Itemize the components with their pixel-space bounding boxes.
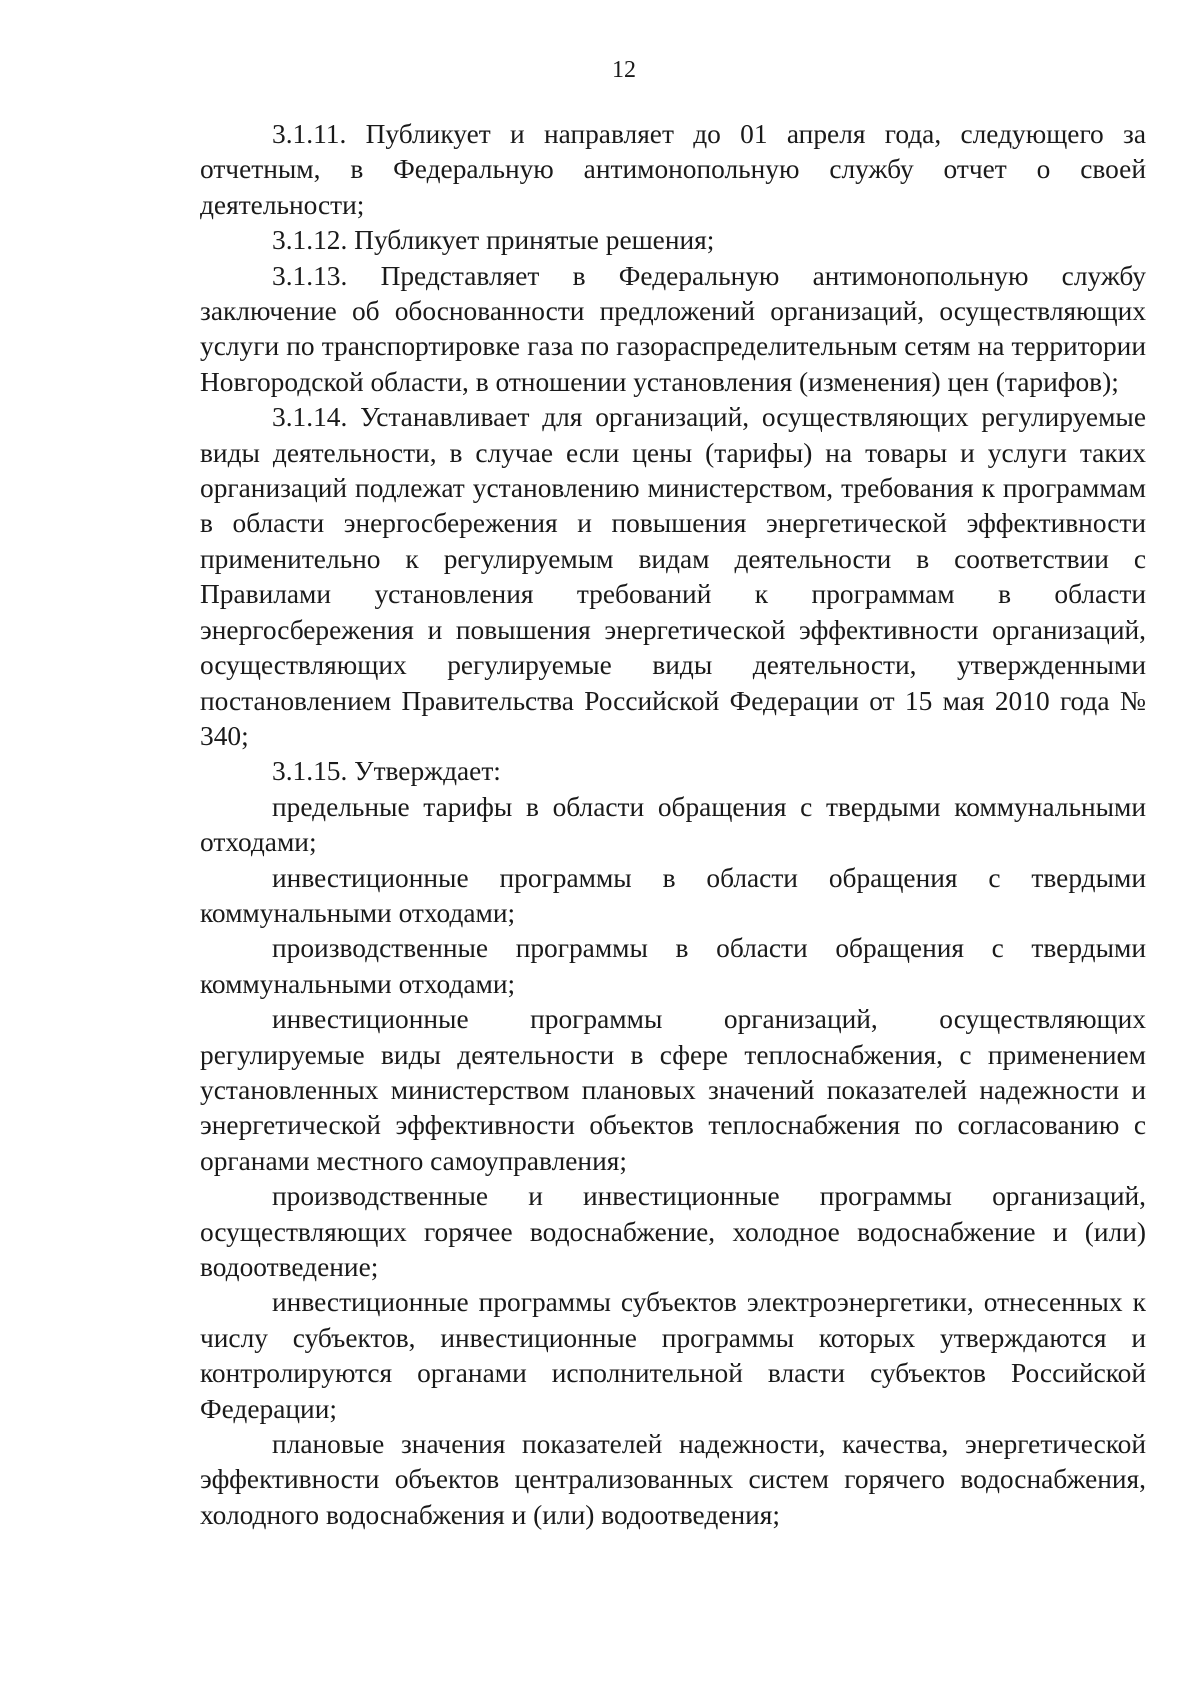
list-item-investment-heat: инвестиционные программы организаций, осуществляющих регулируемые виды деятельности в сфере теплоснабжения, с применением установленных министерством плановых значений показателей надежности и энергетической эффективности объектов теплоснабжения по согласованию с органами местного самоуправления; (200, 1004, 1146, 1176)
paragraph-3-1-13: 3.1.13. Представляет в Федеральную антимонопольную службу заключение об обоснованности предложений организаций, осуществляющих услуги по транспортировке газа по газораспределительным сетям на территории Новгородской области, в отношении установления (изменения) цен (тарифов); (200, 260, 1146, 397)
paragraph-3-1-15: 3.1.15. Утверждает: (272, 756, 501, 787)
document-body (200, 117, 1146, 1533)
paragraph-3-1-12: 3.1.12. Публикует принятые решения; (272, 225, 715, 256)
list-item-planned-values: плановые значения показателей надежности, качества, энергетической эффективности объектов централизованных систем горячего водоснабжения, холодного водоснабжения и (или) водоотведения; (200, 1429, 1146, 1530)
list-item-electric-programs: инвестиционные программы субъектов электроэнергетики, отнесенных к числу субъектов, инвестиционные программы которых утверждаются и контролируются органами исполнительной власти субъектов Российской Федерации; (200, 1287, 1146, 1424)
paragraph-3-1-11: 3.1.11. Публикует и направляет до 01 апреля года, следующего за отчетным, в Федеральную антимонопольную службу отчет о своей деятельности; (200, 119, 1146, 220)
page-number: 12 (612, 57, 636, 83)
list-item-tariffs-waste: предельные тарифы в области обращения с твердыми коммунальными отходами; (200, 791, 1146, 858)
list-item-water-programs: производственные и инвестиционные программы организаций, осуществляющих горячее водоснабжение, холодное водоснабжение и (или) водоотведение; (200, 1181, 1146, 1282)
list-item-investment-waste: инвестиционные программы в области обращения с твердыми коммунальными отходами; (200, 862, 1146, 928)
list-item-production-waste: производственные программы в области обращения с твердыми коммунальными отходами; (200, 933, 1146, 999)
paragraph-3-1-14: 3.1.14. Устанавливает для организаций, осуществляющих регулируемые виды деятельности, в случае если цены (тарифы) на товары и услуги таких организаций подлежат установлению министерством, требования к программам в области энергосбережения и повышения энергетической эффективности применительно к регулируемым видам деятельности в соответствии с Правилами установления требований к программам в области энергосбережения и повышения энергетической эффективности организаций, осуществляющих регулируемые виды деятельности, утвержденными постановлением Правительства Российской Федерации от 15 мая 2010 года № 340; (200, 402, 1146, 751)
